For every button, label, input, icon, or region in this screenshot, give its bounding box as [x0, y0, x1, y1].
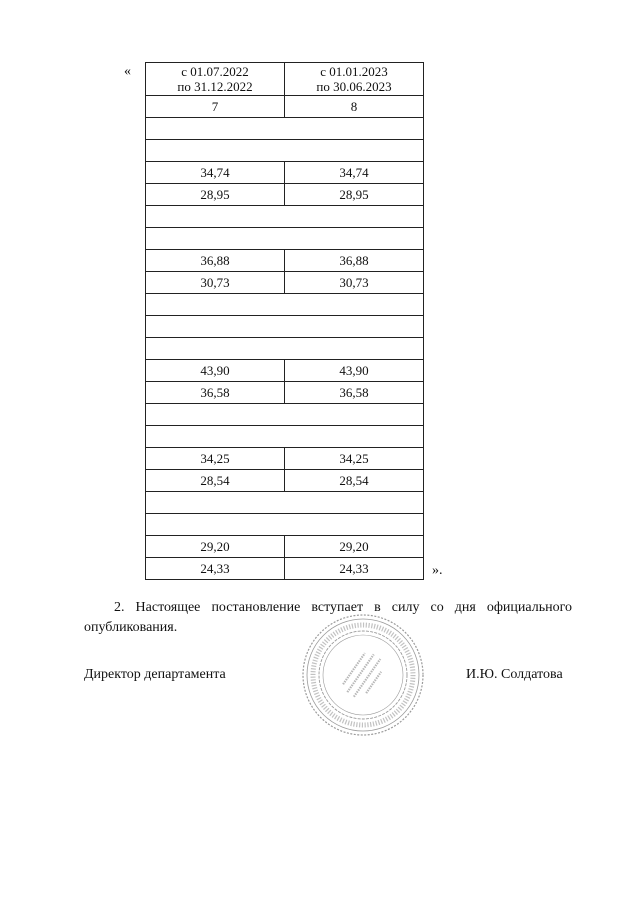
table-row	[146, 272, 424, 294]
table-cell-empty	[146, 140, 424, 162]
table-cell-value: 36,58	[285, 382, 424, 404]
table-row	[146, 184, 424, 206]
table-row-empty	[146, 492, 424, 514]
table-row-empty	[146, 316, 424, 338]
column-number: 8	[285, 96, 424, 118]
table-cell-value: 29,20	[285, 536, 424, 558]
table-cell-empty	[146, 338, 424, 360]
effective-date-paragraph: 2. Настоящее постановление вступает в силу со дня официального опубликования.	[84, 600, 572, 635]
table-cell-empty	[146, 316, 424, 338]
table-row-empty	[146, 206, 424, 228]
header-period-2	[285, 63, 424, 96]
table-cell-value: 30,73	[285, 272, 424, 294]
table-cell-empty	[146, 426, 424, 448]
table-row-empty	[146, 294, 424, 316]
table-cell-value: 36,58	[146, 382, 285, 404]
table-row-empty	[146, 338, 424, 360]
table-row-empty	[146, 426, 424, 448]
table-cell-value: 36,88	[285, 250, 424, 272]
table-row	[146, 162, 424, 184]
table-cell-empty	[146, 118, 424, 140]
table-cell-value: 28,95	[146, 184, 285, 206]
table-cell-value: 34,74	[285, 162, 424, 184]
signatory-name: И.Ю. Солдатова	[466, 667, 563, 682]
table-cell-value: 34,25	[285, 448, 424, 470]
column-number: 7	[146, 96, 285, 118]
tariff-table	[145, 62, 424, 580]
header-period-1-from: с 01.07.2022	[181, 64, 249, 79]
table-cell-empty	[146, 228, 424, 250]
table-row	[146, 558, 424, 580]
table-row-empty	[146, 228, 424, 250]
table-row	[146, 470, 424, 492]
table-row	[146, 382, 424, 404]
table-cell-value: 29,20	[146, 536, 285, 558]
table-cell-value: 34,25	[146, 448, 285, 470]
table-header-row	[146, 63, 424, 96]
table-row	[146, 536, 424, 558]
official-stamp-icon	[300, 612, 426, 738]
table-cell-value: 24,33	[285, 558, 424, 580]
column-number-row	[146, 96, 424, 118]
signatory-position: Директор департамента	[84, 667, 226, 682]
table-cell-value: 36,88	[146, 250, 285, 272]
table-cell-empty	[146, 294, 424, 316]
table-cell-value: 28,54	[146, 470, 285, 492]
table-cell-value: 28,95	[285, 184, 424, 206]
table-cell-empty	[146, 492, 424, 514]
table-row-empty	[146, 404, 424, 426]
header-period-2-from: с 01.01.2023	[320, 64, 388, 79]
table-cell-value: 43,90	[146, 360, 285, 382]
table-row-empty	[146, 514, 424, 536]
table-row-empty	[146, 118, 424, 140]
table-cell-empty	[146, 514, 424, 536]
closing-quote: ».	[432, 563, 443, 578]
table-cell-value: 24,33	[146, 558, 285, 580]
table-row	[146, 448, 424, 470]
table-cell-value: 34,74	[146, 162, 285, 184]
table-cell-value: 43,90	[285, 360, 424, 382]
table-cell-value: 30,73	[146, 272, 285, 294]
table-row	[146, 250, 424, 272]
header-period-1	[146, 63, 285, 96]
table-row	[146, 360, 424, 382]
opening-quote: «	[124, 64, 131, 79]
table-cell-empty	[146, 404, 424, 426]
header-period-2-to: по 30.06.2023	[316, 79, 392, 94]
table-row-empty	[146, 140, 424, 162]
table-cell-empty	[146, 206, 424, 228]
table-cell-value: 28,54	[285, 470, 424, 492]
header-period-1-to: по 31.12.2022	[177, 79, 253, 94]
